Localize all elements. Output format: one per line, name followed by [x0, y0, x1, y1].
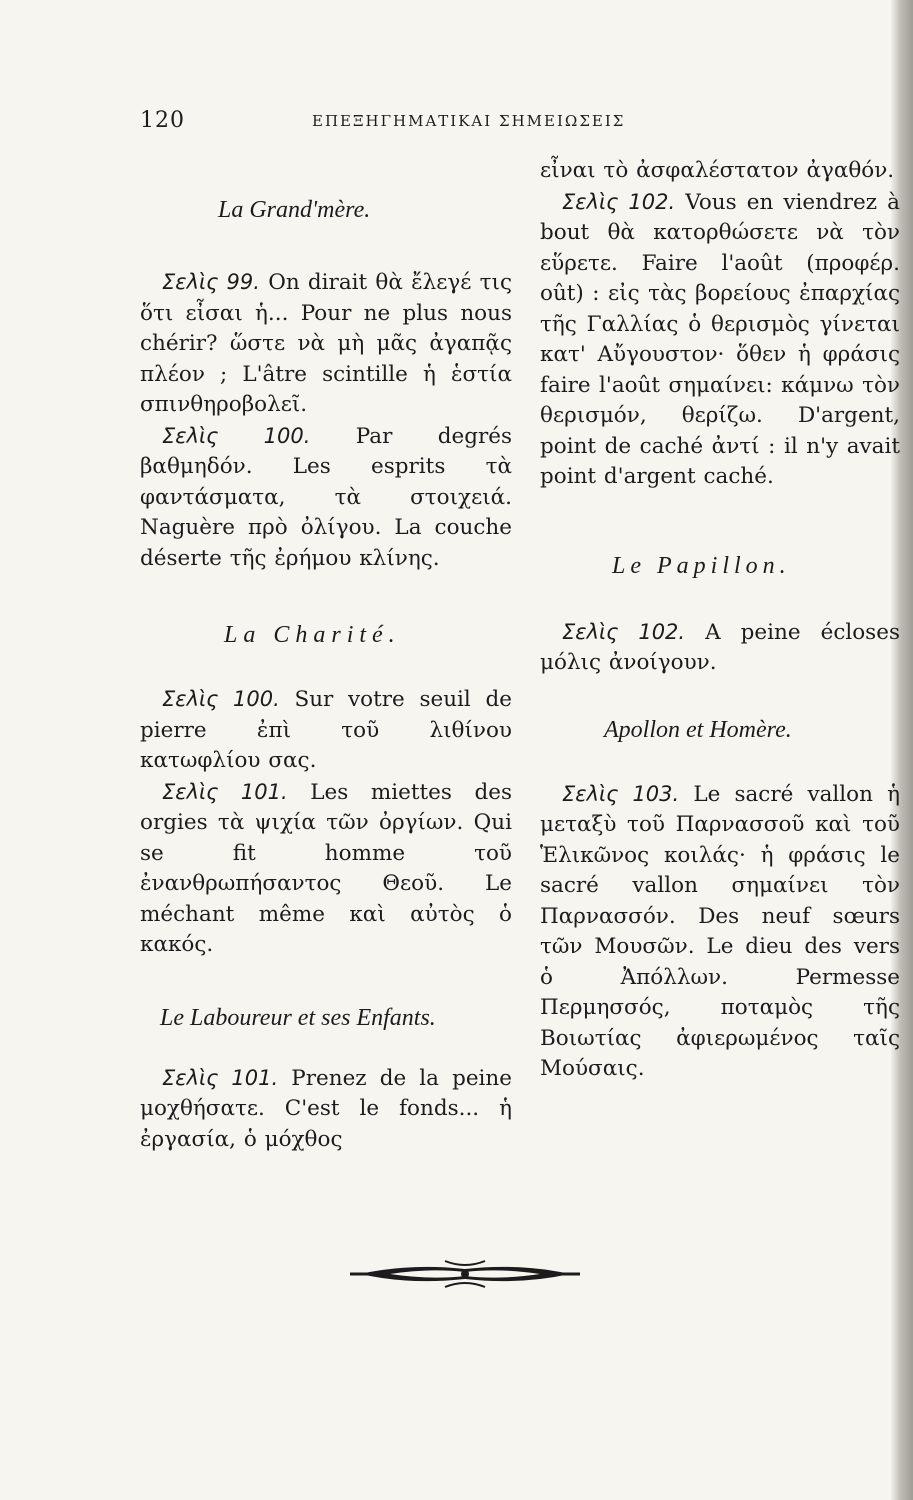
section-title-apollon-homere: Apollon et Homère. [604, 716, 792, 743]
note-entry [140, 1063, 512, 1156]
section-title-laboureur: Le Laboureur et ses Enfants. [160, 1004, 436, 1031]
section-title-charite: La Charité. [224, 622, 401, 648]
note-entry [540, 187, 900, 493]
note-text: On dirait θὰ ἔλεγέ τις ὅτι εἶσαι ἡ... Pour ne plus nous chérir? ὥστε νὰ μὴ μᾶς ἀγαπᾷς πλέον ; L'âtre scintille ἡ ἑστία σπινθηροβολεῖ. [140, 270, 512, 417]
note-text: Par degrés βαθμηδόν. Les esprits τὰ φαντάσματα, τὰ στοιχειά. Naguère πρὸ ὀλίγου. La couche déserte τῆς ἐρήμου κλίνης. [140, 423, 512, 571]
page-header [140, 108, 710, 138]
note-entry [140, 777, 512, 961]
note-text: Les miettes des orgies τὰ ψιχία τῶν ὀργίων. Qui se fit homme τοῦ ἐνανθρωπήσαντος Θεοῦ. Le méchant même καὶ αὐτὸς ὁ κακός. [140, 779, 513, 957]
note-text: Prenez de la peine μοχθήσατε. C'est le fonds... ἡ ἐργασία, ὁ μόχθος [140, 1065, 512, 1152]
page-reference: Σελὶς 99. [162, 270, 260, 294]
note-text: A peine écloses μόλις ἀνοίγουν. [540, 619, 900, 675]
note-entry [140, 267, 512, 421]
continued-text: εἶναι τὸ ἀσφαλέστατον ἀγαθόν. [540, 158, 895, 183]
note-entry [540, 617, 900, 679]
section-title-grand-mere: La Grand'mère. [218, 197, 371, 223]
note-entry [140, 421, 512, 575]
note-entry [540, 779, 900, 1085]
note-entry [140, 684, 512, 777]
note-text: Sur votre seuil de pierre ἐπὶ τοῦ λιθίνου κατωφλίου σας. [140, 687, 512, 773]
page-reference: Σελὶς 103. [562, 781, 680, 806]
right-column [540, 156, 900, 1085]
page-reference: Σελὶς 101. [162, 1065, 279, 1090]
page-reference: Σελὶς 101. [162, 779, 288, 804]
page-reference: Σελὶς 100. [162, 423, 311, 448]
left-column [140, 195, 512, 1155]
note-text: Le sacré vallon ἡ μεταξὺ τοῦ Παρνασσοῦ καὶ τοῦ Ἑλικῶνος κοιλάς· ἡ φράσις le sacré vallon σημαίνει τὸν Παρνασσόν. Des neuf sœurs τῶν Μουσῶν. Le dieu des vers ὁ Ἀπόλλων. Permesse Περμησσός, ποταμὸς τῆς Βοιωτίας ἀφιερωμένος ταῖς Μούσαις. [540, 781, 900, 1081]
page-reference: Σελὶς 102. [562, 619, 686, 644]
page-number: 120 [140, 108, 185, 133]
page-reference: Σελὶς 102. [562, 189, 676, 214]
running-head: ΕΠΕΞΗΓΗΜΑΤΙΚΑΙ ΣΗΜΕΙΩΣΕΙΣ [312, 112, 626, 130]
page-reference: Σελὶς 100. [162, 687, 280, 711]
note-text: Vous en viendrez à bout θὰ κατορθώσετε νὰ τὸν εὕρετε. Faire l'août (προφέρ. oût) : εἰς τὰς βορείους ἐπαρχίας τῆς Γαλλίας ὁ θερισμὸς γίνεται κατ' Αὔγουστον· ὅθεν ἡ φράσις faire l'août σημαίνει: κάμνω τὸν θερισμόν, θερίζω. D'argent, point de caché ἀντί : il n'y avait point d'argent caché. [540, 189, 900, 489]
section-title-papillon: Le Papillon. [612, 552, 791, 579]
decorative-rule-ornament [350, 1257, 580, 1291]
